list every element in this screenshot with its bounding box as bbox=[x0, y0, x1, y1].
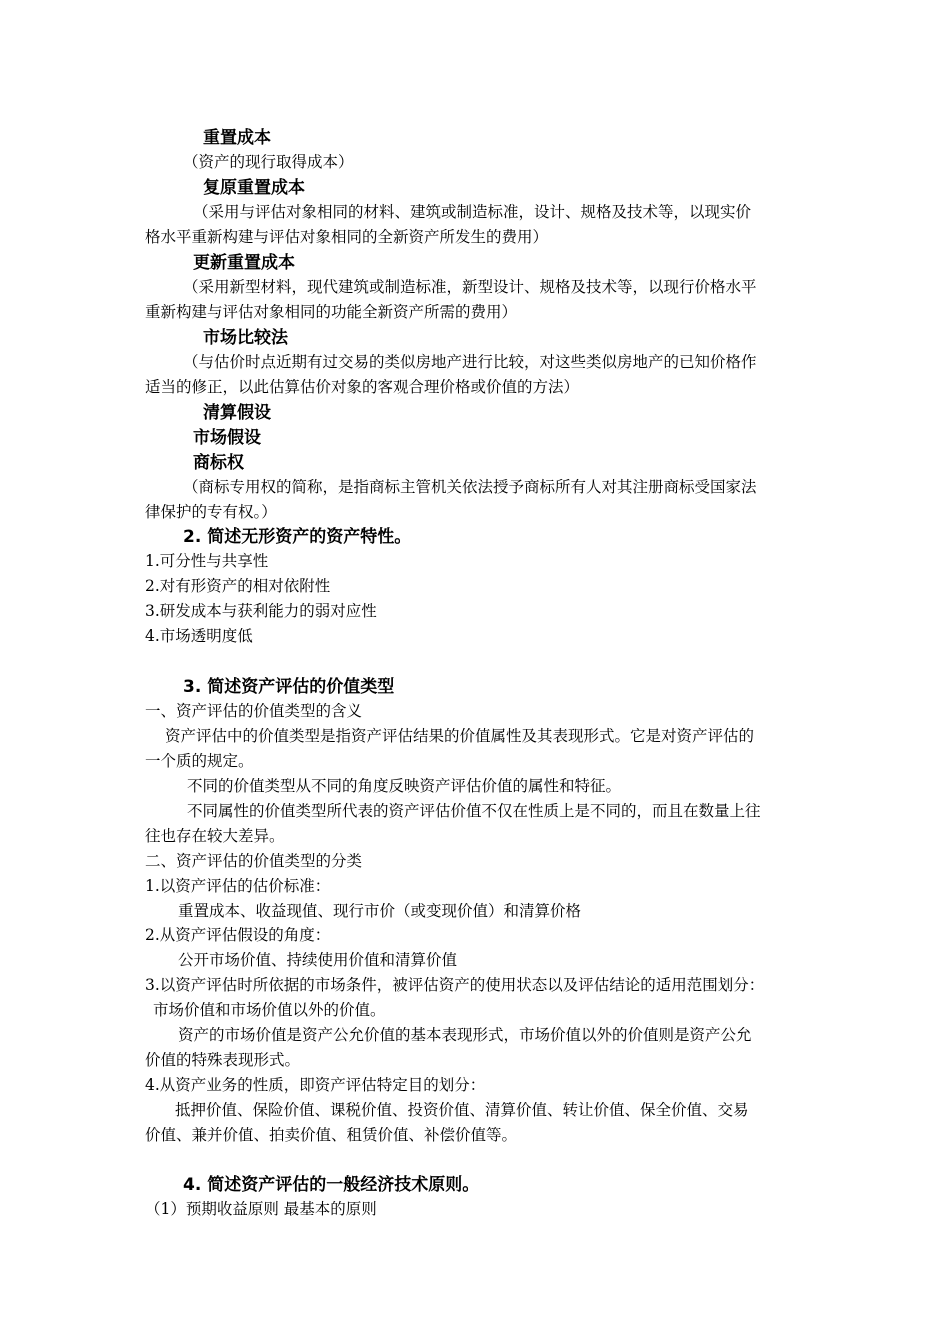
section-2-item-4: 4.市场透明度低 bbox=[145, 627, 253, 645]
section-2-item-2: 2.对有形资产的相对依附性 bbox=[145, 577, 331, 595]
section-3-line-10: 3.以资产评估时所依据的市场条件，被评估资产的使用状态以及评估结论的适用范围划分： bbox=[145, 976, 765, 994]
section-3-line-14a: 抵押价值、保险价值、课税价值、投资价值、清算价值、转让价值、保全价值、交易 bbox=[175, 1101, 749, 1119]
section-3-line-3: 不同的价值类型从不同的角度反映资产评估价值的属性和特征。 bbox=[187, 777, 622, 795]
section-3-line-5: 二、资产评估的价值类型的分类 bbox=[145, 852, 363, 870]
term-renewal-cost-desc-2: 重新构建与评估对象相同的功能全新资产所需的费用） bbox=[145, 303, 518, 321]
section-3-line-1: 一、资产评估的价值类型的含义 bbox=[145, 702, 363, 720]
section-2-item-1: 1.可分性与共享性 bbox=[145, 552, 269, 570]
section-3-line-13: 4.从资产业务的性质，即资产评估特定目的划分： bbox=[145, 1076, 486, 1094]
term-reproduction-cost-desc-2: 格水平重新构建与评估对象相同的全新资产所发生的费用） bbox=[145, 228, 549, 246]
section-3-line-9: 公开市场价值、持续使用价值和清算价值 bbox=[178, 951, 458, 969]
term-trademark-right: 商标权 bbox=[193, 453, 244, 473]
section-3-line-8: 2.从资产评估假设的角度： bbox=[145, 926, 331, 944]
section-3-line-2a: 资产评估中的价值类型是指资产评估结果的价值属性及其表现形式。它是对资产评估的 bbox=[165, 727, 755, 745]
term-replacement-cost-desc: （资产的现行取得成本） bbox=[183, 153, 354, 171]
term-liquidation-assumption: 清算假设 bbox=[203, 403, 271, 423]
term-market-assumption: 市场假设 bbox=[193, 428, 261, 448]
section-3-line-2b: 一个质的规定。 bbox=[145, 752, 254, 770]
section-3-line-11: 市场价值和市场价值以外的价值。 bbox=[153, 1001, 386, 1019]
term-reproduction-cost: 复原重置成本 bbox=[203, 178, 305, 198]
section-3-line-7: 重置成本、收益现值、现行市价（或变现价值）和清算价格 bbox=[178, 902, 582, 920]
term-renewal-cost: 更新重置成本 bbox=[193, 253, 295, 273]
term-trademark-right-desc-1: （商标专用权的简称，是指商标主管机关依法授予商标所有人对其注册商标受国家法 bbox=[183, 478, 757, 496]
term-market-comparison: 市场比较法 bbox=[203, 328, 288, 348]
term-trademark-right-desc-2: 律保护的专有权。） bbox=[145, 503, 277, 521]
section-3-line-4a: 不同属性的价值类型所代表的资产评估价值不仅在性质上是不同的，而且在数量上往 bbox=[187, 802, 761, 820]
section-3-line-14b: 价值、兼并价值、拍卖价值、租赁价值、补偿价值等。 bbox=[145, 1126, 518, 1144]
term-reproduction-cost-desc-1: （采用与评估对象相同的材料、建筑或制造标准，设计、规格及技术等，以现实价 bbox=[193, 203, 752, 221]
term-market-comparison-desc-2: 适当的修正，以此估算估价对象的客观合理价格或价值的方法） bbox=[145, 378, 580, 396]
term-replacement-cost: 重置成本 bbox=[203, 128, 271, 148]
section-3-line-12b: 价值的特殊表现形式。 bbox=[145, 1051, 301, 1069]
term-market-comparison-desc-1: （与估价时点近期有过交易的类似房地产进行比较，对这些类似房地产的已知价格作 bbox=[183, 353, 757, 371]
section-4-line-1: （1）预期收益原则 最基本的原则 bbox=[145, 1200, 377, 1218]
section-3-line-12a: 资产的市场价值是资产公允价值的基本表现形式，市场价值以外的价值则是资产公允 bbox=[178, 1026, 752, 1044]
section-2-title: 2. 简述无形资产的资产特性。 bbox=[183, 527, 412, 547]
section-4-title: 4. 简述资产评估的一般经济技术原则。 bbox=[183, 1175, 480, 1195]
section-3-title: 3. 简述资产评估的价值类型 bbox=[183, 677, 395, 697]
term-renewal-cost-desc-1: （采用新型材料，现代建筑或制造标准，新型设计、规格及技术等，以现行价格水平 bbox=[183, 278, 757, 296]
section-3-line-4b: 往也存在较大差异。 bbox=[145, 827, 285, 845]
section-2-item-3: 3.研发成本与获利能力的弱对应性 bbox=[145, 602, 377, 620]
section-3-line-6: 1.以资产评估的估价标准： bbox=[145, 877, 331, 895]
